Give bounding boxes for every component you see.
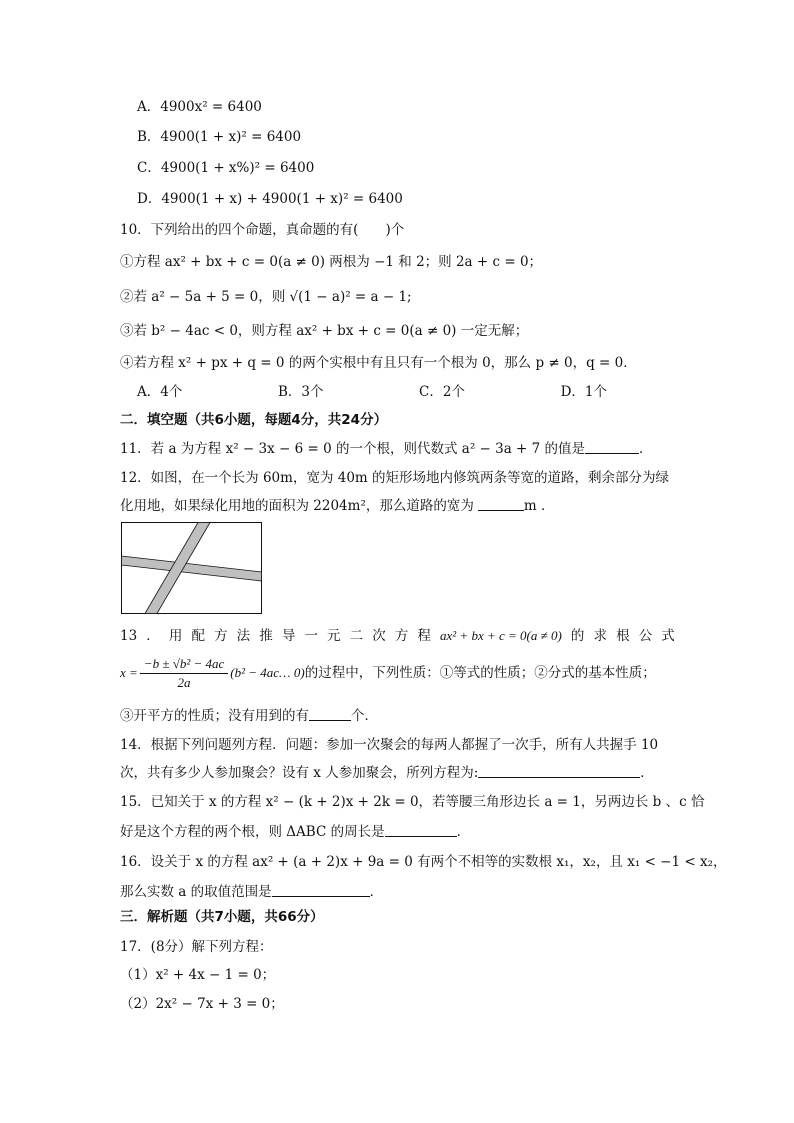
q13-line-1 — [120, 626, 675, 646]
q13-line-2 — [120, 655, 656, 692]
q10-proposition-4: ④若方程 x² + px + q = 0 的两个实根中有且只有一个根为 0，那么 p ≠ 0，q = 0． — [120, 355, 637, 371]
q13-char: 配 — [191, 628, 205, 644]
q16-line-2 — [120, 882, 383, 902]
q9-option-c: C．4900(1 + x%)² = 6400 — [137, 160, 315, 176]
q9-option-b: B．4900(1 + x)² = 6400 — [137, 129, 302, 145]
q10-option-a: A．4个 — [137, 384, 183, 400]
q13-char: 根 — [616, 628, 630, 644]
q15-line-2 — [120, 822, 470, 842]
q13-char: 法 — [236, 628, 251, 644]
section-3-title: 三．解析题（共7小题，共66分） — [120, 909, 324, 925]
section-2-title: 二．填空题（共6小题，每题4分，共24分） — [120, 412, 388, 428]
q12-road-figure — [121, 522, 262, 614]
q13-char: 13 — [120, 628, 138, 644]
q10-proposition-1: ①方程 ax² + bx + c = 0(a ≠ 0) 两根为 −1 和 2；则 2a + c = 0； — [120, 254, 543, 270]
q13-char: 的 — [570, 628, 585, 644]
q16-end: ． — [369, 884, 384, 900]
q13-answer-blank[interactable] — [309, 706, 351, 721]
q13-char: 二 — [349, 628, 364, 644]
q13-line-3-text: ③开平方的性质；没有用到的有 — [120, 708, 309, 724]
q10-proposition-3: ③若 b² − 4ac < 0，则方程 ax² + bx + c = 0(a ≠ 0) 一定无解； — [120, 323, 529, 339]
q13-char: 式 — [661, 628, 675, 644]
q10-proposition-2: ②若 a² − 5a + 5 = 0，则 √(1 − a)² = a − 1; — [120, 289, 412, 305]
q10-stem: 10．下列给出的四个命题，真命题的有( )个 — [120, 222, 405, 238]
q9-option-a: A．4900x² = 6400 — [137, 99, 262, 115]
q12-line-2 — [120, 496, 554, 516]
q15-line-1: 15．已知关于 x 的方程 x² − (k + 2)x + 2k = 0，若等腰三角形边长 a = 1，另两边长 b 、c 恰 — [120, 794, 705, 810]
q17-part-2: （2）2x² − 7x + 3 = 0； — [120, 996, 284, 1012]
q16-answer-blank[interactable] — [272, 882, 370, 897]
q13-char: 元 — [327, 628, 341, 644]
q13-char: 一 — [304, 628, 318, 644]
q10-option-b: B．3个 — [277, 384, 324, 400]
q10-option-d: D．1个 — [560, 384, 607, 400]
q13-char: 求 — [593, 628, 608, 644]
q12-end: m ． — [523, 498, 555, 514]
q15-line-2-text: 好是这个方程的两个根，则 ΔABC 的周长是 — [120, 824, 385, 840]
q15-end: ． — [456, 824, 471, 840]
q14-line-1: 14．根据下列问题列方程．问题：参加一次聚会的每两人都握了一次手，所有人共握手 10 — [120, 737, 659, 753]
q13-end: 个． — [351, 708, 378, 724]
q11-answer-blank[interactable] — [585, 439, 639, 454]
q13-char: ． — [146, 628, 160, 644]
q13-char: 推 — [259, 628, 273, 644]
formula-numerator: −b ± √b² − 4ac — [140, 655, 228, 674]
q15-answer-blank[interactable] — [385, 822, 457, 837]
q13-line-3 — [120, 706, 378, 726]
q12-answer-blank[interactable] — [478, 496, 524, 511]
q13-equation: ax² + bx + c = 0(a ≠ 0) — [440, 628, 562, 643]
q17-part-1: （1）x² + 4x − 1 = 0； — [120, 967, 276, 983]
q13-char: 次 — [372, 628, 386, 644]
q13-char: 导 — [281, 628, 296, 644]
q14-line-2 — [120, 763, 654, 783]
q10-options — [137, 382, 607, 402]
q13-char: 方 — [394, 628, 409, 644]
formula-condition: (b² − 4ac… 0) — [230, 665, 305, 680]
q13-char: 用 — [168, 628, 183, 644]
q12-line-1: 12．如图，在一个长为 60m，宽为 40m 的矩形场地内修筑两条等宽的道路，剩余部分为绿 — [120, 470, 670, 486]
q11 — [120, 439, 653, 459]
q9-option-d: D．4900(1 + x) + 4900(1 + x)² = 6400 — [137, 191, 403, 207]
q13-formula-lhs: x = — [120, 665, 138, 680]
q12-line-2-text: 化用地，如果绿化用地的面积为 2204m²，那么道路的宽为 — [120, 498, 474, 514]
quadratic-formula-fraction — [140, 655, 228, 692]
q14-line-2-text: 次，共有多少人参加聚会？设有 x 人参加聚会，所列方程为: — [120, 765, 479, 781]
q16-line-2-text: 那么实数 a 的取值范围是 — [120, 884, 272, 900]
q13-char: 公 — [638, 628, 653, 644]
formula-denominator: 2a — [177, 675, 191, 690]
q10-option-c: C．2个 — [419, 384, 465, 400]
q17-stem: 17．(8分）解下列方程： — [120, 939, 273, 955]
q13-line-2-tail: 的过程中，下列性质：①等式的性质；②分式的基本性质； — [304, 665, 656, 681]
q13-char: 程 — [417, 628, 431, 644]
q14-end: ． — [640, 765, 654, 781]
q11-end: ． — [639, 441, 653, 457]
q11-text: 11．若 a 为方程 x² − 3x − 6 = 0 的一个根，则代数式 a² − 3a + 7 的值是 — [120, 441, 586, 457]
q14-answer-blank[interactable] — [478, 763, 640, 778]
q13-char: 方 — [214, 628, 228, 644]
q16-line-1: 16．设关于 x 的方程 ax² + (a + 2)x + 9a = 0 有两个不相等的实数根 x₁，x₂，且 x₁ < −1 < x₂， — [120, 854, 727, 870]
